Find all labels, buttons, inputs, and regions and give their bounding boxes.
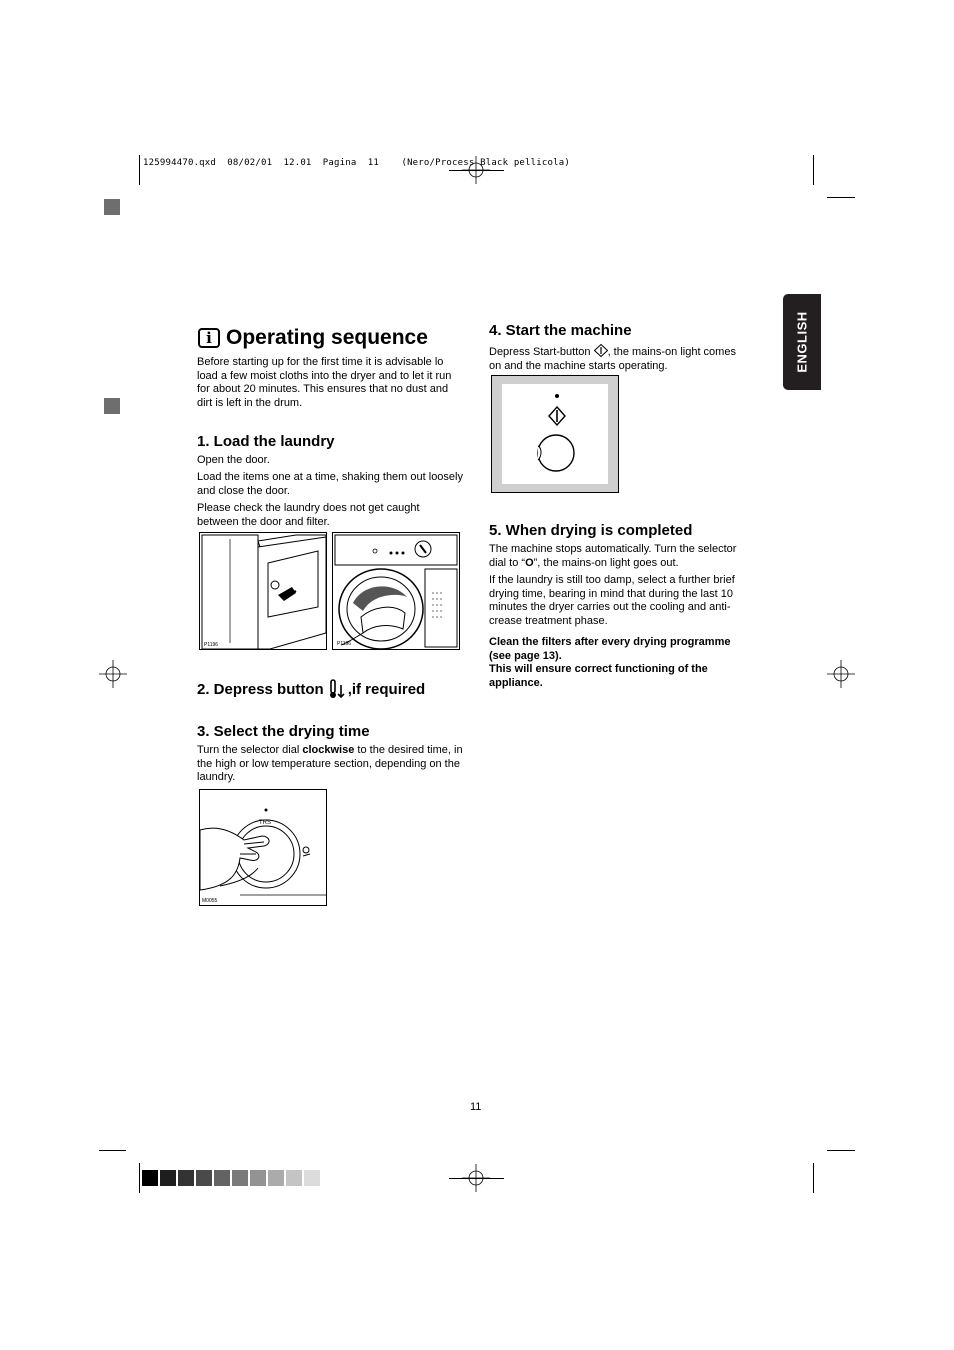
section-heading-select: 3. Select the drying time (197, 723, 370, 740)
calibration-swatch (286, 1170, 302, 1186)
calibration-swatch (268, 1170, 284, 1186)
selector-dial-illustration (200, 790, 326, 905)
calibration-swatch (196, 1170, 212, 1186)
section-heading-depress (197, 679, 425, 699)
language-tab (783, 294, 821, 390)
completed-paragraph-2: If the laundry is still too damp, select a further brief drying time, bearing in mind that during the last 10 minutes the dryer carries out the cooling and anti-crease treatment phase. (489, 574, 735, 627)
calibration-swatch (160, 1170, 176, 1186)
crop-mark (827, 1150, 855, 1151)
crop-mark (449, 170, 504, 171)
registration-mark-icon (99, 660, 127, 688)
figure-code: P1196 (204, 642, 219, 648)
crop-mark (139, 155, 140, 185)
page-number: 11 (470, 1101, 482, 1113)
select-text: Turn the selector dial (197, 744, 303, 756)
calibration-swatch (214, 1170, 230, 1186)
start-text: Depress Start-button (489, 346, 594, 358)
select-text-bold: clockwise (302, 744, 355, 756)
calibration-swatch (232, 1170, 248, 1186)
off-position-symbol: O (525, 556, 534, 569)
calibration-swatch (178, 1170, 194, 1186)
registration-mark-icon (827, 660, 855, 688)
section-heading-completed: 5. When drying is completed (489, 522, 693, 539)
depress-heading-text: 2. Depress button (197, 680, 324, 698)
figure-code: P1196 (337, 641, 352, 647)
crop-mark (449, 1178, 504, 1179)
info-icon: i (198, 328, 220, 348)
figure-start-panel (491, 375, 619, 493)
load-paragraph-2: Load the items one at a time, shaking them out loosely and close the door. (197, 471, 463, 497)
figure-open-door (199, 532, 327, 650)
crop-mark (139, 1163, 140, 1193)
figure-selector-dial (199, 789, 327, 906)
section-heading-start: 4. Start the machine (489, 322, 632, 339)
language-tab-label: ENGLISH (794, 311, 810, 373)
completed-paragraph-1 (489, 543, 753, 570)
filter-note-2: This will ensure correct functioning of the appliance. (489, 663, 708, 689)
drum-loading-illustration (333, 533, 459, 649)
start-paragraph (489, 344, 751, 373)
start-button-icon (594, 344, 608, 357)
start-panel-illustration (492, 376, 618, 492)
crop-mark (813, 1163, 814, 1193)
completed-text-rest: ”, the mains-on light goes out. (533, 556, 679, 569)
start-text-rest: , the mains-on light comes on and the machine starts operating. (489, 346, 736, 372)
section-heading-load: 1. Load the laundry (197, 433, 335, 450)
print-marker-square (104, 398, 120, 414)
intro-paragraph: Before starting up for the first time it is advisable lo load a few moist cloths into the dryer and to let it run for about 20 minutes. This ensures that no dust and dirt is left in the drum. (197, 356, 452, 409)
calibration-swatch (304, 1170, 320, 1186)
page-title-text: Operating sequence (226, 326, 428, 349)
select-paragraph (197, 744, 465, 785)
print-marker-square (104, 199, 120, 215)
calibration-swatch (142, 1170, 158, 1186)
depress-heading-suffix: ,if required (347, 680, 426, 698)
figure-code: M0055 (202, 898, 218, 904)
completed-text: The machine stops automatically. Turn the selector dial to “ (489, 543, 737, 569)
load-paragraph-3: Please check the laundry does not get caught between the door and filter. (197, 502, 420, 528)
filter-note-1: Clean the filters after every drying programme (see page 13). (489, 636, 731, 662)
page-title (198, 326, 428, 350)
low-temperature-icon (328, 679, 346, 699)
dryer-door-illustration (200, 533, 326, 649)
crop-mark (99, 1150, 126, 1151)
calibration-swatch (250, 1170, 266, 1186)
crop-mark (813, 155, 814, 185)
file-slug: 125994470.qxd 08/02/01 12.01 Pagina 11 (Nero/Process Black pellicola) (143, 158, 571, 168)
load-paragraph-1: Open the door. (197, 454, 270, 466)
crop-mark (827, 197, 855, 198)
select-text-rest: to the desired time, in the high or low temperature section, depending on the laundry. (197, 744, 463, 784)
figure-load-drum (332, 532, 460, 650)
svg-text:TRS: TRS (259, 820, 271, 826)
